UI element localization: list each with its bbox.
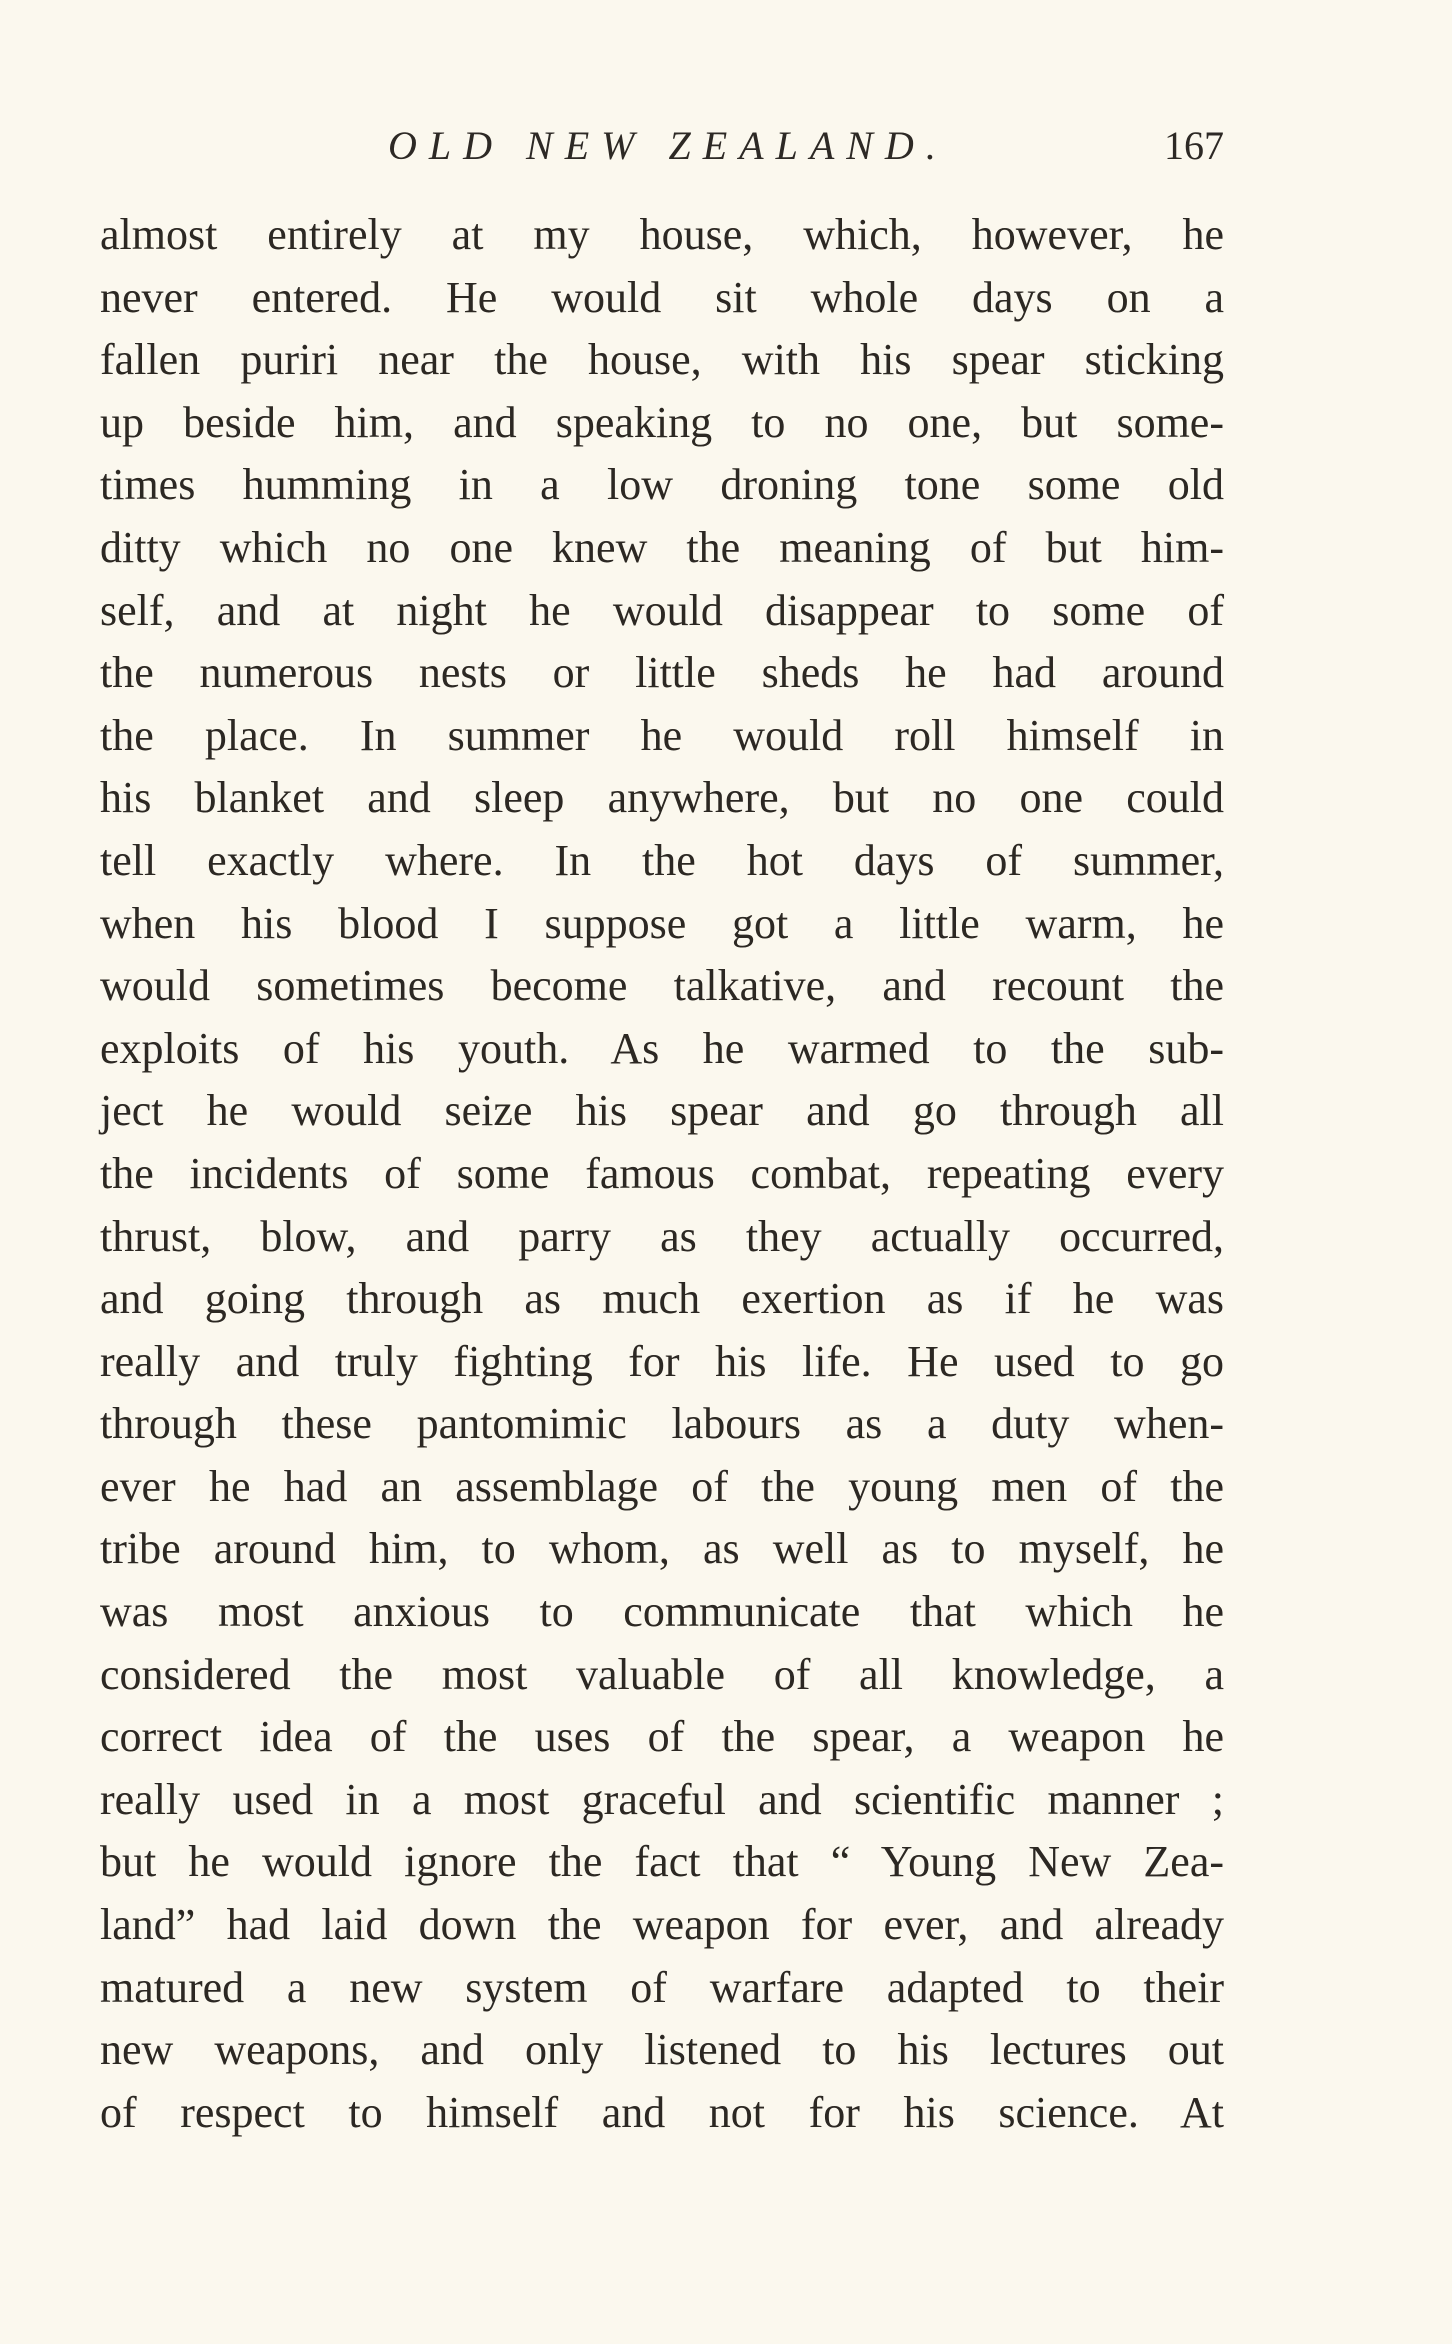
text-line: the numerous nests or little sheds he had around [100, 648, 1224, 698]
text-line: of respect to himself and not for his science. At [100, 2087, 1224, 2137]
text-line: the incidents of some famous combat, repeating every [100, 1148, 1224, 1198]
page-number: 167 [1164, 123, 1224, 168]
text-line: ditty which no one knew the meaning of but him- [100, 522, 1224, 572]
text-line: his blanket and sleep anywhere, but no one could [100, 773, 1224, 823]
text-line: tell exactly where. In the hot days of summer, [100, 835, 1224, 885]
text-line: but he would ignore the fact that “ Young New Zea- [100, 1837, 1224, 1887]
text-line: when his blood I suppose got a little warm, he [100, 898, 1224, 948]
text-line: exploits of his youth. As he warmed to the sub- [100, 1023, 1224, 1073]
text-line: through these pantomimic labours as a duty when- [100, 1399, 1224, 1449]
text-line: and going through as much exertion as if he was [100, 1274, 1224, 1324]
text-line: would sometimes become talkative, and recount the [100, 961, 1224, 1011]
text-line: matured a new system of warfare adapted to their [100, 1962, 1224, 2012]
running-title: OLD NEW ZEALAND. [388, 123, 948, 168]
text-line: ever he had an assemblage of the young men of the [100, 1461, 1224, 1511]
text-line: up beside him, and speaking to no one, but some- [100, 397, 1224, 447]
text-line: never entered. He would sit whole days on a [100, 272, 1224, 322]
text-line: was most anxious to communicate that which he [100, 1587, 1224, 1637]
body-text [100, 204, 1224, 2144]
text-line: really and truly fighting for his life. He used to go [100, 1336, 1224, 1386]
running-head [0, 122, 1452, 170]
text-line: the place. In summer he would roll himself in [100, 710, 1224, 760]
text-line: times humming in a low droning tone some old [100, 460, 1224, 510]
text-line: almost entirely at my house, which, however, he [100, 210, 1224, 259]
text-line: self, and at night he would disappear to some of [100, 585, 1224, 635]
text-line: considered the most valuable of all knowledge, a [100, 1649, 1224, 1699]
text-line: land” had laid down the weapon for ever, and already [100, 1900, 1224, 1950]
text-line: fallen puriri near the house, with his spear sticking [100, 335, 1224, 385]
text-line: thrust, blow, and parry as they actually occurred, [100, 1211, 1224, 1261]
text-line: correct idea of the uses of the spear, a weapon he [100, 1712, 1224, 1762]
text-line: really used in a most graceful and scientific manner ; [100, 1774, 1224, 1824]
text-line: new weapons, and only listened to his lectures out [100, 2025, 1224, 2075]
text-line: ject he would seize his spear and go through all [100, 1086, 1224, 1136]
text-line: tribe around him, to whom, as well as to myself, he [100, 1524, 1224, 1574]
